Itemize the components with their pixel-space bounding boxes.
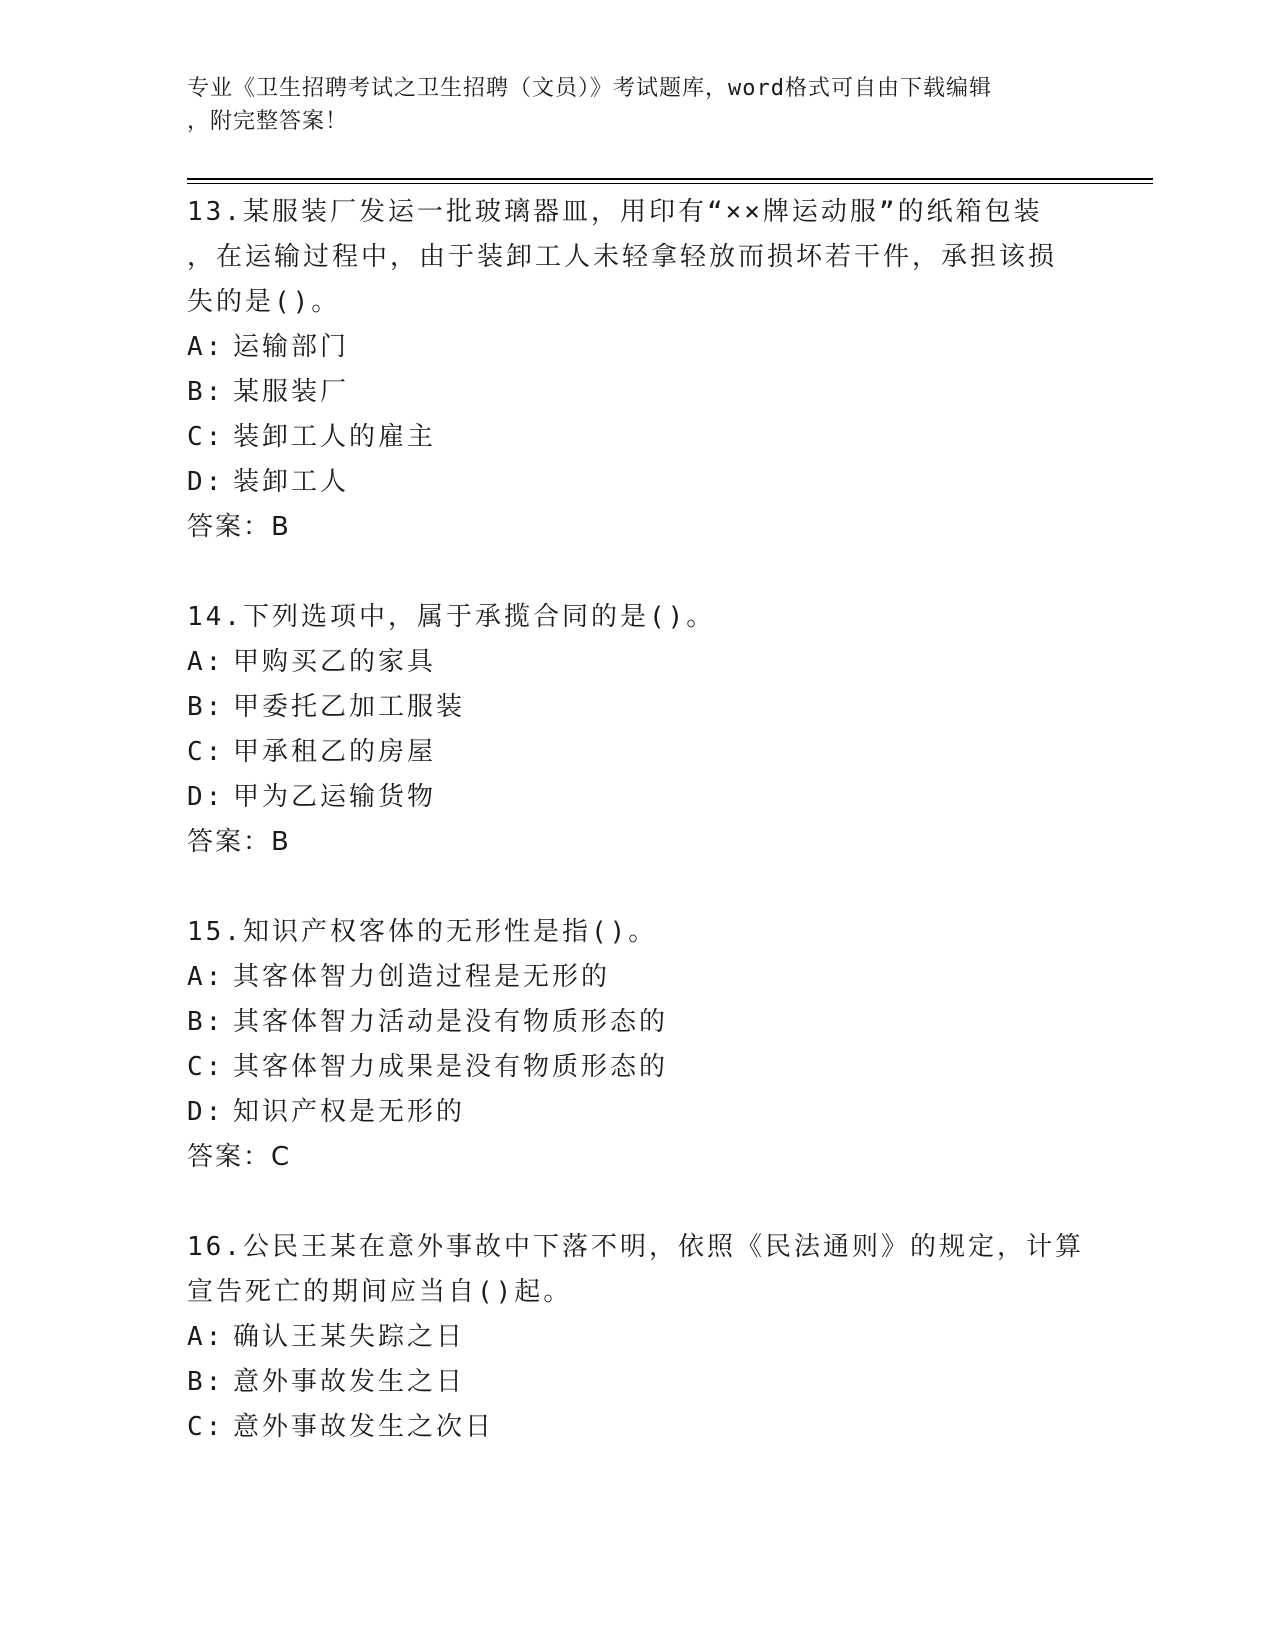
question-stem	[187, 910, 1087, 955]
option-letter: C:	[187, 422, 225, 452]
option-letter: C:	[187, 1412, 225, 1442]
question-16	[187, 1225, 1087, 1450]
header-divider-thick	[187, 178, 1153, 180]
option-text: 运输部门	[233, 332, 350, 362]
header-line-2: ，附完整答案！	[187, 109, 349, 134]
option-text: 意外事故发生之日	[233, 1367, 466, 1397]
option-c	[187, 1045, 1087, 1090]
option-letter: C:	[187, 1052, 225, 1082]
option-text: 甲为乙运输货物	[233, 782, 437, 812]
stem-line: 15.知识产权客体的无形性是指()。	[187, 917, 658, 947]
option-text: 其客体智力成果是没有物质形态的	[233, 1052, 669, 1082]
option-text: 确认王某失踪之日	[233, 1322, 466, 1352]
option-text: 装卸工人的雇主	[233, 422, 437, 452]
stem-line: 13.某服装厂发运一批玻璃器皿，用印有“××牌运动服”的纸箱包装	[187, 197, 1043, 227]
option-text: 装卸工人	[233, 467, 350, 497]
stem-line: 失的是()。	[187, 287, 341, 317]
answer-line: 答案：B	[187, 512, 291, 542]
option-letter: B:	[187, 1367, 225, 1397]
option-c	[187, 415, 1087, 460]
answer-line: 答案：C	[187, 1142, 292, 1172]
option-text: 其客体智力活动是没有物质形态的	[233, 1007, 669, 1037]
option-letter: C:	[187, 737, 225, 767]
option-text: 甲委托乙加工服装	[233, 692, 466, 722]
question-stem	[187, 190, 1087, 325]
option-d	[187, 775, 1087, 820]
option-letter: B:	[187, 377, 225, 407]
option-text: 意外事故发生之次日	[233, 1412, 495, 1442]
header-line-1: 专业《卫生招聘考试之卫生招聘（文员）》考试题库，word格式可自由下载编辑	[187, 76, 992, 101]
stem-line: 16.公民王某在意外事故中下落不明，依照《民法通则》的规定，计算	[187, 1232, 1084, 1262]
question-14	[187, 595, 1087, 865]
document-header	[187, 72, 1087, 138]
option-c	[187, 730, 1087, 775]
option-text: 其客体智力创造过程是无形的	[233, 962, 611, 992]
option-letter: A:	[187, 962, 225, 992]
question-stem	[187, 1225, 1087, 1315]
option-text: 知识产权是无形的	[233, 1097, 466, 1127]
option-letter: A:	[187, 332, 225, 362]
option-b	[187, 1360, 1087, 1405]
option-b	[187, 1000, 1087, 1045]
option-letter: A:	[187, 1322, 225, 1352]
answer-line: 答案：B	[187, 827, 291, 857]
stem-line: ，在运输过程中，由于装卸工人未轻拿轻放而损坏若干件，承担该损	[187, 242, 1058, 272]
option-c	[187, 1405, 1087, 1450]
option-text: 甲承租乙的房屋	[233, 737, 437, 767]
question-15	[187, 910, 1087, 1180]
question-stem	[187, 595, 1087, 640]
option-letter: B:	[187, 1007, 225, 1037]
option-b	[187, 370, 1087, 415]
option-b	[187, 685, 1087, 730]
option-letter: D:	[187, 467, 225, 497]
option-a	[187, 325, 1087, 370]
option-a	[187, 1315, 1087, 1360]
question-list	[187, 190, 1087, 1495]
option-text: 甲购买乙的家具	[233, 647, 437, 677]
option-a	[187, 955, 1087, 1000]
option-letter: D:	[187, 782, 225, 812]
option-text: 某服装厂	[233, 377, 350, 407]
question-13	[187, 190, 1087, 550]
option-letter: D:	[187, 1097, 225, 1127]
header-divider-thin	[187, 183, 1153, 184]
option-d	[187, 1090, 1087, 1135]
option-letter: B:	[187, 692, 225, 722]
option-a	[187, 640, 1087, 685]
option-d	[187, 460, 1087, 505]
option-letter: A:	[187, 647, 225, 677]
stem-line: 宣告死亡的期间应当自()起。	[187, 1277, 573, 1307]
stem-line: 14.下列选项中，属于承揽合同的是()。	[187, 602, 716, 632]
